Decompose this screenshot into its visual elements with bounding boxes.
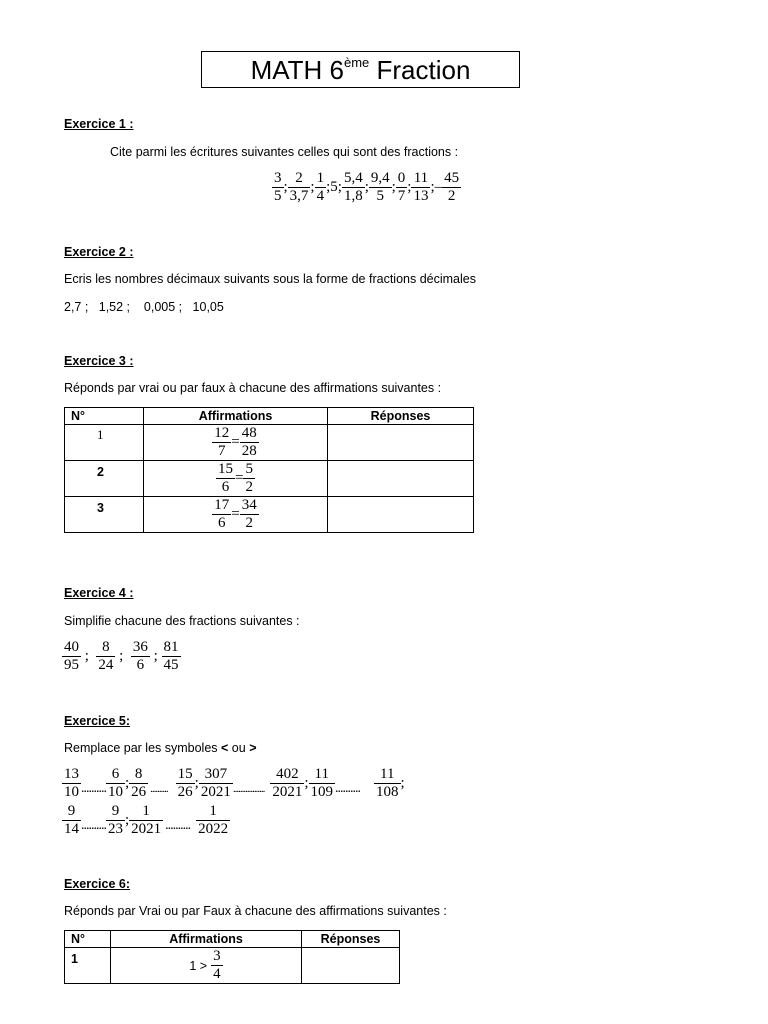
ex4-fraction: $\frac{8}{24}$ [98, 639, 114, 673]
row-number: 3 [65, 497, 144, 533]
row-number: 2 [65, 461, 144, 497]
separator: ; [310, 179, 315, 195]
ex1-fraction-list [272, 170, 461, 205]
col-header-responses: Réponses [302, 931, 400, 948]
col-header-responses: Réponses [328, 408, 474, 425]
row-number: 1 [65, 948, 111, 984]
title-rest: Fraction [376, 55, 471, 85]
ex4-instruction: Simplifie chacune des fractions suivantes : [64, 614, 300, 628]
affirmation: $\frac{17}{6}$ = $\frac{34}{2}$ [144, 497, 328, 533]
title-sup: ème [343, 55, 370, 71]
ex6-table [64, 930, 400, 984]
ex6-heading: Exercice 6: [64, 877, 131, 891]
ex4-fraction: $\frac{81}{45}$ [163, 639, 179, 673]
response-cell[interactable] [302, 948, 400, 984]
ex4-fraction-list: $\frac{40}{95}$ ; $\frac{8}{24}$ ; $\frac{36}{6}$ ; $\frac{81}{45}$ [64, 639, 179, 673]
separator: ;5; [326, 179, 342, 195]
response-cell[interactable] [328, 497, 474, 533]
response-cell[interactable] [328, 425, 474, 461]
table-row [65, 461, 474, 497]
row-number: 1 [65, 425, 144, 461]
separator: ; [391, 179, 396, 195]
separator: ; [407, 179, 412, 195]
ex1-fraction: $\frac{9,4}{5}$ [370, 170, 390, 204]
table-row [65, 497, 474, 533]
ex5-heading: Exercice 5: [64, 714, 131, 728]
ex4-heading: Exercice 4 : [64, 586, 134, 600]
ex5-instruction: Remplace par les symboles < ou > [64, 741, 257, 755]
page-title [201, 51, 520, 88]
ex4-fraction: $\frac{40}{95}$ [64, 639, 79, 673]
response-cell[interactable] [328, 461, 474, 497]
ex1-heading: Exercice 1 : [64, 117, 134, 131]
affirmation: 1 > $\frac{3}{4}$ [111, 948, 302, 984]
ex3-table [64, 407, 474, 533]
separator: ; [364, 179, 369, 195]
col-header-number: N° [65, 408, 144, 425]
ex1-fraction: $\frac{3}{5}$ [274, 170, 282, 204]
ex2-numbers: 2,7 ; 1,52 ; 0,005 ; 10,05 [64, 300, 224, 314]
ex3-heading: Exercice 3 : [64, 354, 134, 368]
ex1-fraction: $\frac{0}{7}$ [397, 170, 406, 204]
ex5-line-2: $\frac{9}{14}$ .......... $\frac{9}{23}$ ; $\frac{1}{2021}$ .......... $\frac{1}{2022}$ [64, 803, 229, 837]
col-header-number: N° [65, 931, 111, 948]
ex1-fraction: $\frac{45}{2}$ [444, 170, 460, 204]
ex3-instruction: Réponds par vrai ou par faux à chacune des affirmations suivantes : [64, 381, 442, 395]
col-header-affirmations: Affirmations [111, 931, 302, 948]
ex4-fraction: $\frac{36}{6}$ [132, 639, 148, 673]
ex1-fraction: $\frac{11}{13}$ [413, 170, 429, 204]
ex1-fraction: $\frac{1}{4}$ [316, 170, 325, 204]
ex2-heading: Exercice 2 : [64, 245, 134, 259]
ex1-instruction: Cite parmi les écritures suivantes celles qui sont des fractions : [110, 145, 459, 159]
ex2-instruction: Ecris les nombres décimaux suivants sous la forme de fractions décimales [64, 272, 476, 286]
col-header-affirmations: Affirmations [144, 408, 328, 425]
separator: ;– [430, 179, 443, 195]
table-row [65, 948, 400, 984]
title-main: MATH 6 [250, 55, 344, 85]
affirmation: $\frac{15}{6}$ = $\frac{5}{2}$ [144, 461, 328, 497]
affirmation: $\frac{12}{7}$ = $\frac{48}{28}$ [144, 425, 328, 461]
table-row [65, 425, 474, 461]
ex6-instruction: Réponds par Vrai ou par Faux à chacune des affirmations suivantes : [64, 904, 447, 918]
ex1-fraction: $\frac{5,4}{1,8}$ [343, 170, 363, 204]
ex1-fraction: $\frac{2}{3,7}$ [289, 170, 309, 204]
ex5-line-1: $\frac{13}{10}$ .......... $\frac{6}{10}$ ; $\frac{8}{26}$ .......... $\frac{15}{26}$ ; $\frac{307}{2021}$ .................. $\frac{402}{2021}$ ; $\frac{11}{109}$ .......... $\frac{11}{108}$ ; [64, 766, 405, 800]
separator: ; [283, 179, 288, 195]
